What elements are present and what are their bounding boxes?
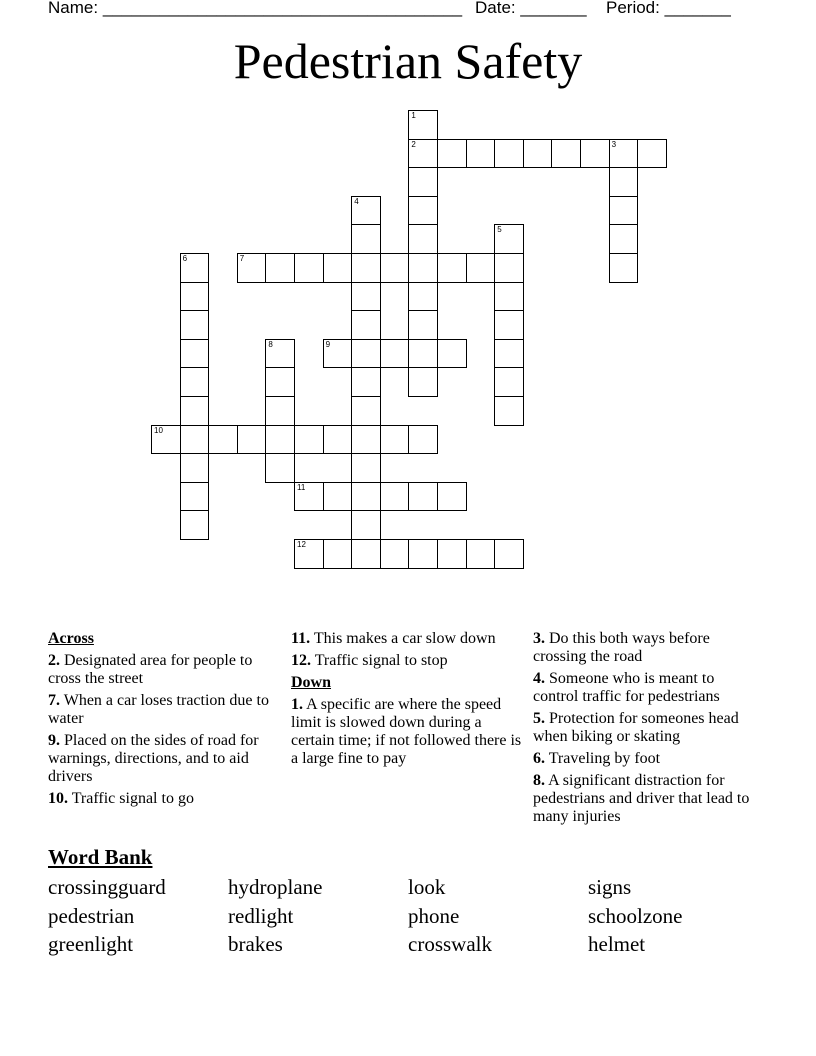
crossword-cell[interactable] [637, 139, 667, 169]
clues-column-1 [48, 630, 273, 812]
word-bank-word: crosswalk [408, 932, 492, 956]
crossword-cell[interactable] [151, 425, 181, 455]
crossword-cell[interactable] [494, 310, 524, 340]
crossword-cell[interactable] [380, 539, 410, 569]
crossword-cell[interactable] [351, 253, 381, 283]
clue-text: Traveling by foot [548, 750, 661, 767]
clue-number-label: 7 [239, 254, 245, 263]
crossword-cell[interactable] [437, 139, 467, 169]
crossword-cell[interactable] [494, 253, 524, 283]
word-bank-title: Word Bank [48, 845, 153, 869]
crossword-cell[interactable] [351, 539, 381, 569]
crossword-cell[interactable] [294, 253, 324, 283]
crossword-cell[interactable] [294, 482, 324, 512]
crossword-cell[interactable] [180, 510, 210, 540]
down-heading: Down [291, 674, 332, 691]
clue-number: 12. [291, 652, 311, 669]
crossword-cell[interactable] [265, 453, 295, 483]
crossword-cell[interactable] [494, 282, 524, 312]
crossword-cell[interactable] [609, 196, 639, 226]
crossword-cell[interactable] [265, 396, 295, 426]
clue-text: Someone who is meant to control traffic for pedestrians [533, 670, 720, 705]
crossword-cell[interactable] [466, 253, 496, 283]
crossword-cell[interactable] [609, 139, 639, 169]
crossword-cell[interactable] [351, 482, 381, 512]
word-bank-word: look [408, 875, 446, 899]
word-bank-word: pedestrian [48, 904, 135, 928]
crossword-cell[interactable] [494, 224, 524, 254]
clue-text: This makes a car slow down [313, 630, 496, 647]
crossword-cell[interactable] [323, 253, 353, 283]
clue-number: 2. [48, 652, 60, 669]
clue-number-label: 4 [354, 196, 359, 206]
crossword-cell[interactable] [351, 224, 381, 254]
clue-number-label: 1 [411, 111, 416, 120]
crossword-cell[interactable] [180, 425, 210, 455]
crossword-cell[interactable] [265, 367, 295, 397]
crossword-cell[interactable] [180, 396, 210, 426]
crossword-cell[interactable] [408, 339, 438, 369]
clue-text: Traffic signal to go [71, 790, 194, 807]
word-bank-word: greenlight [48, 932, 134, 956]
crossword-cell[interactable] [180, 339, 210, 369]
clue-down-5 [533, 710, 758, 746]
clue-across-10 [48, 790, 273, 808]
crossword-cell[interactable] [208, 425, 238, 455]
clue-number: 11. [291, 630, 311, 647]
date-blank: _______ [520, 0, 587, 17]
crossword-cell[interactable] [180, 282, 210, 312]
crossword-cell[interactable] [265, 253, 295, 283]
clue-text: Placed on the sides of road for warnings, directions, and to aid drivers [48, 732, 259, 785]
crossword-cell[interactable] [551, 139, 581, 169]
clues-column-2 [291, 630, 523, 772]
crossword-cell[interactable] [323, 339, 353, 369]
crossword-cell[interactable] [351, 510, 381, 540]
crossword-cell[interactable] [408, 139, 438, 169]
word-bank-word: helmet [588, 932, 646, 956]
clue-number: 9. [48, 732, 60, 749]
crossword-cell[interactable] [265, 425, 295, 455]
word-bank-word: signs [588, 875, 632, 899]
crossword-cell[interactable] [609, 253, 639, 283]
clue-number-label: 11 [297, 482, 306, 492]
crossword-cell[interactable] [180, 453, 210, 483]
clue-number: 1. [291, 696, 303, 713]
clue-down-4 [533, 670, 758, 706]
crossword-cell[interactable] [351, 339, 381, 369]
crossword-cell[interactable] [437, 253, 467, 283]
crossword-cell[interactable] [323, 539, 353, 569]
crossword-cell[interactable] [351, 367, 381, 397]
clue-number-label: 5 [497, 225, 502, 235]
crossword-cell[interactable] [408, 425, 438, 455]
clue-number: 3. [533, 630, 545, 647]
crossword-cell[interactable] [380, 253, 410, 283]
word-bank-word: brakes [228, 932, 283, 956]
clue-down-3 [533, 630, 758, 666]
crossword-cell[interactable] [180, 253, 210, 283]
crossword-cell[interactable] [408, 110, 438, 140]
crossword-cell[interactable] [408, 539, 438, 569]
crossword-cell[interactable] [180, 310, 210, 340]
clue-down-1 [291, 696, 523, 768]
clue-number-label: 8 [268, 339, 273, 349]
crossword-cell[interactable] [408, 224, 438, 254]
crossword-cell[interactable] [351, 453, 381, 483]
crossword-cell[interactable] [494, 139, 524, 169]
crossword-cell[interactable] [323, 425, 353, 455]
clue-text: Protection for someones head when biking or skating [533, 710, 739, 745]
clue-number-label: 9 [325, 339, 331, 349]
clue-text: A specific are where the speed limit is slowed down during a certain time; if not followed there is a large fine to pay [291, 696, 522, 767]
clue-across-7 [48, 692, 273, 728]
crossword-cell[interactable] [408, 196, 438, 226]
crossword-cell[interactable] [294, 425, 324, 455]
crossword-cell[interactable] [609, 167, 639, 197]
clue-number-label: 2 [411, 139, 416, 149]
crossword-cell[interactable] [294, 539, 324, 569]
clue-text: Designated area for people to cross the street [48, 652, 253, 687]
clue-across-2 [48, 652, 273, 688]
crossword-cell[interactable] [351, 425, 381, 455]
crossword-cell[interactable] [351, 282, 381, 312]
crossword-cell[interactable] [494, 396, 524, 426]
clue-number: 4. [533, 670, 545, 687]
clue-across-11 [291, 630, 523, 648]
clue-number-label: 3 [611, 139, 617, 149]
crossword-cell[interactable] [494, 339, 524, 369]
clue-number: 7. [48, 692, 60, 709]
crossword-cell[interactable] [408, 482, 438, 512]
crossword-cell[interactable] [408, 282, 438, 312]
clue-number-label: 6 [182, 254, 188, 263]
crossword-cell[interactable] [180, 482, 210, 512]
clue-number: 5. [533, 710, 545, 727]
crossword-cell[interactable] [437, 339, 467, 369]
word-bank-word: redlight [228, 904, 294, 928]
name-blank: ______________________________________ [102, 0, 463, 17]
crossword-cell[interactable] [523, 139, 553, 169]
crossword-cell[interactable] [351, 196, 381, 226]
crossword-cell[interactable] [408, 310, 438, 340]
word-bank-word: schoolzone [588, 904, 683, 928]
crossword-cell[interactable] [237, 425, 267, 455]
crossword-cell[interactable] [494, 367, 524, 397]
crossword-cell[interactable] [237, 253, 267, 283]
period-blank: _______ [664, 0, 731, 17]
crossword-cell[interactable] [408, 367, 438, 397]
clue-text: A significant distraction for pedestrians and driver that lead to many injuries [533, 772, 750, 825]
clue-number-label: 10 [154, 425, 163, 435]
clue-across-9 [48, 732, 273, 786]
word-bank-word: phone [408, 904, 460, 928]
clues-column-3 [533, 630, 758, 830]
crossword-cell[interactable] [265, 339, 295, 369]
crossword-cell[interactable] [494, 539, 524, 569]
crossword-cell[interactable] [466, 539, 496, 569]
crossword-cell[interactable] [323, 482, 353, 512]
crossword-cell[interactable] [408, 167, 438, 197]
clue-number: 8. [533, 772, 545, 789]
date-label: Date: [475, 0, 516, 17]
crossword-cell[interactable] [466, 139, 496, 169]
crossword-cell[interactable] [408, 253, 438, 283]
clue-number-label: 12 [297, 540, 306, 549]
crossword-cell[interactable] [380, 339, 410, 369]
crossword-cell[interactable] [351, 310, 381, 340]
clue-down-8 [533, 772, 758, 826]
clue-across-12 [291, 652, 523, 670]
crossword-cell[interactable] [437, 482, 467, 512]
crossword-cell[interactable] [380, 482, 410, 512]
period-label: Period: [606, 0, 660, 17]
clue-text: Traffic signal to stop [314, 652, 448, 669]
name-label: Name: [48, 0, 99, 17]
across-heading: Across [48, 630, 94, 647]
page-title: Pedestrian Safety [233, 33, 583, 89]
clue-text: When a car loses traction due to water [48, 692, 269, 727]
word-bank-word: hydroplane [228, 875, 323, 899]
crossword-cell[interactable] [437, 539, 467, 569]
crossword-cell[interactable] [180, 367, 210, 397]
crossword-cell[interactable] [380, 425, 410, 455]
crossword-cell[interactable] [351, 396, 381, 426]
crossword-cell[interactable] [609, 224, 639, 254]
clue-down-6 [533, 750, 758, 768]
crossword-cell[interactable] [580, 139, 610, 169]
clue-text: Do this both ways before crossing the road [533, 630, 710, 665]
clue-number: 6. [533, 750, 545, 767]
clue-number: 10. [48, 790, 68, 807]
word-bank-word: crossingguard [48, 875, 166, 899]
